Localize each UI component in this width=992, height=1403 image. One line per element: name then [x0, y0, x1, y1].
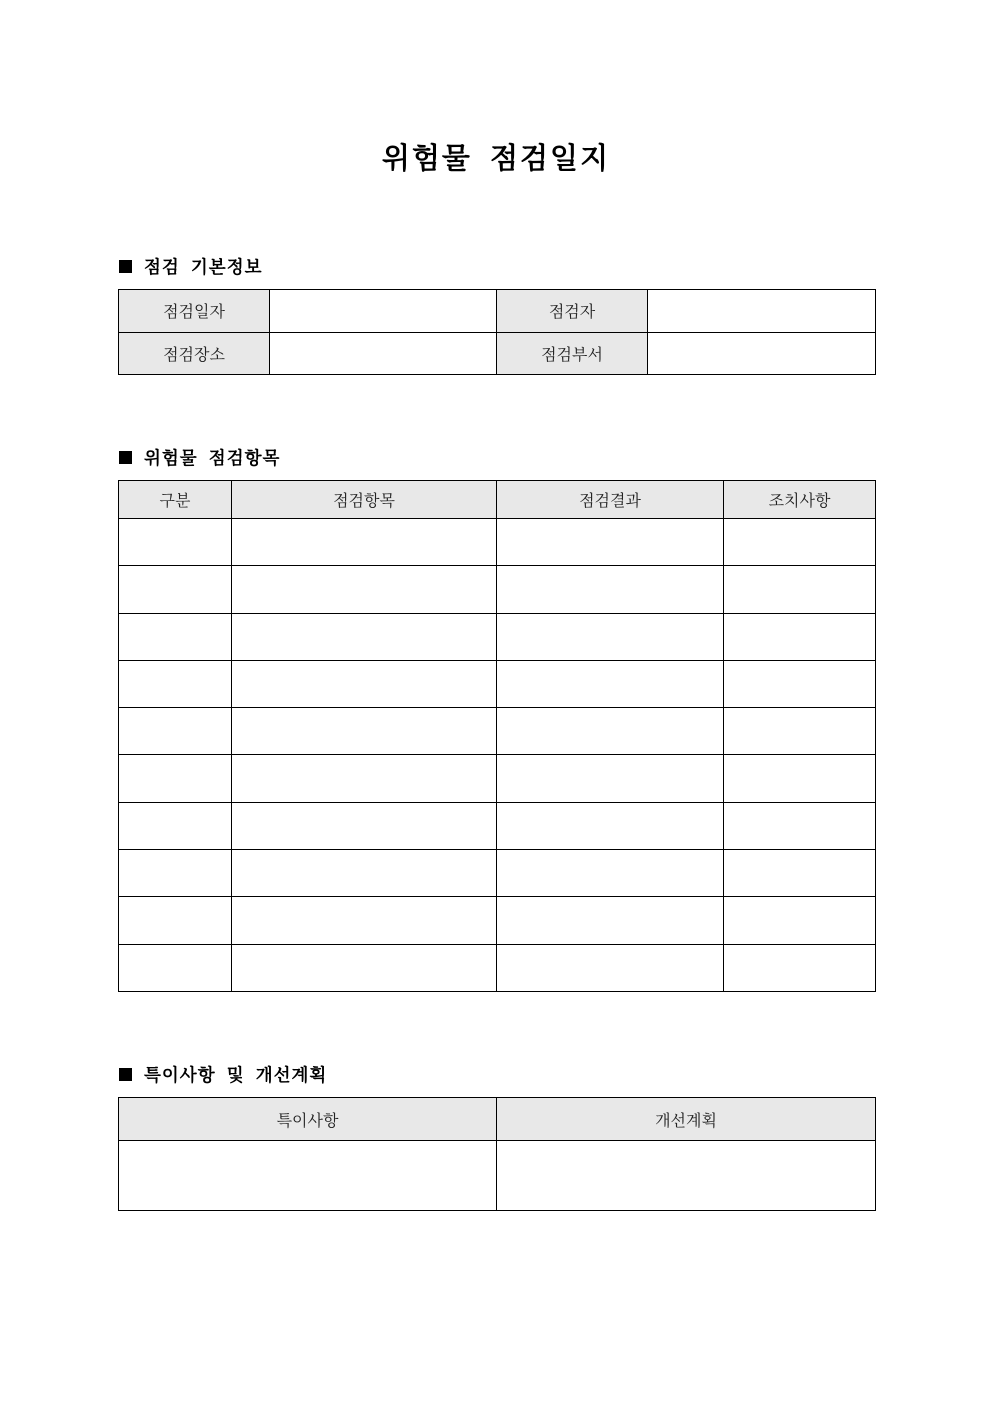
column-header-action: 조치사항: [724, 481, 876, 519]
category-cell[interactable]: [119, 708, 232, 755]
table-row: [119, 660, 876, 707]
result-cell[interactable]: [497, 566, 724, 613]
item-cell[interactable]: [232, 755, 497, 802]
result-cell[interactable]: [497, 755, 724, 802]
item-cell[interactable]: [232, 613, 497, 660]
label-inspector: 점검자: [497, 290, 648, 333]
table-row: [119, 944, 876, 991]
item-cell[interactable]: [232, 802, 497, 849]
result-cell[interactable]: [497, 613, 724, 660]
result-cell[interactable]: [497, 802, 724, 849]
column-header-item: 점검항목: [232, 481, 497, 519]
improvement-plan-field[interactable]: [497, 1141, 876, 1211]
category-cell[interactable]: [119, 519, 232, 566]
column-header-result: 점검결과: [497, 481, 724, 519]
action-cell[interactable]: [724, 944, 876, 991]
item-cell[interactable]: [232, 708, 497, 755]
section-heading-label: 위험물 점검항목: [144, 449, 281, 469]
square-bullet-icon: [119, 260, 132, 273]
action-cell[interactable]: [724, 708, 876, 755]
square-bullet-icon: [119, 451, 132, 464]
result-cell[interactable]: [497, 708, 724, 755]
table-row: [119, 332, 876, 375]
item-cell[interactable]: [232, 897, 497, 944]
basic-info-table: [118, 289, 876, 375]
label-inspection-date: 점검일자: [119, 290, 270, 333]
column-header-category: 구분: [119, 481, 232, 519]
label-inspection-location: 점검장소: [119, 332, 270, 375]
column-header-remarks: 특이사항: [119, 1098, 497, 1141]
column-header-improvement-plan: 개선계획: [497, 1098, 876, 1141]
category-cell[interactable]: [119, 613, 232, 660]
item-cell[interactable]: [232, 566, 497, 613]
inspection-department-field[interactable]: [648, 332, 876, 375]
category-cell[interactable]: [119, 944, 232, 991]
table-row: [119, 613, 876, 660]
action-cell[interactable]: [724, 850, 876, 897]
result-cell[interactable]: [497, 519, 724, 566]
action-cell[interactable]: [724, 613, 876, 660]
item-cell[interactable]: [232, 944, 497, 991]
table-row: [119, 566, 876, 613]
action-cell[interactable]: [724, 802, 876, 849]
table-row: [119, 519, 876, 566]
square-bullet-icon: [119, 1068, 132, 1081]
table-row: [119, 850, 876, 897]
category-cell[interactable]: [119, 850, 232, 897]
section-heading-label: 특이사항 및 개선계획: [144, 1066, 328, 1086]
table-row: [119, 1141, 876, 1211]
document-title: 위험물 점검일지: [381, 141, 611, 175]
table-header-row: [119, 1098, 876, 1141]
section-heading-label: 점검 기본정보: [144, 258, 263, 278]
label-inspection-department: 점검부서: [497, 332, 648, 375]
section-heading-basic-info: [119, 254, 263, 279]
inspector-field[interactable]: [648, 290, 876, 333]
remarks-field[interactable]: [119, 1141, 497, 1211]
action-cell[interactable]: [724, 897, 876, 944]
item-cell[interactable]: [232, 519, 497, 566]
action-cell[interactable]: [724, 755, 876, 802]
category-cell[interactable]: [119, 897, 232, 944]
result-cell[interactable]: [497, 660, 724, 707]
table-row: [119, 708, 876, 755]
result-cell[interactable]: [497, 850, 724, 897]
category-cell[interactable]: [119, 660, 232, 707]
category-cell[interactable]: [119, 802, 232, 849]
action-cell[interactable]: [724, 566, 876, 613]
result-cell[interactable]: [497, 944, 724, 991]
remarks-table: [118, 1097, 876, 1211]
item-cell[interactable]: [232, 660, 497, 707]
inspection-location-field[interactable]: [270, 332, 497, 375]
table-row: [119, 802, 876, 849]
table-header-row: [119, 481, 876, 519]
inspection-date-field[interactable]: [270, 290, 497, 333]
result-cell[interactable]: [497, 897, 724, 944]
action-cell[interactable]: [724, 519, 876, 566]
section-heading-inspection-items: [119, 445, 280, 470]
category-cell[interactable]: [119, 755, 232, 802]
section-heading-remarks: [119, 1062, 327, 1087]
item-cell[interactable]: [232, 850, 497, 897]
action-cell[interactable]: [724, 660, 876, 707]
table-row: [119, 290, 876, 333]
table-row: [119, 755, 876, 802]
category-cell[interactable]: [119, 566, 232, 613]
table-row: [119, 897, 876, 944]
inspection-items-table: [118, 480, 876, 992]
